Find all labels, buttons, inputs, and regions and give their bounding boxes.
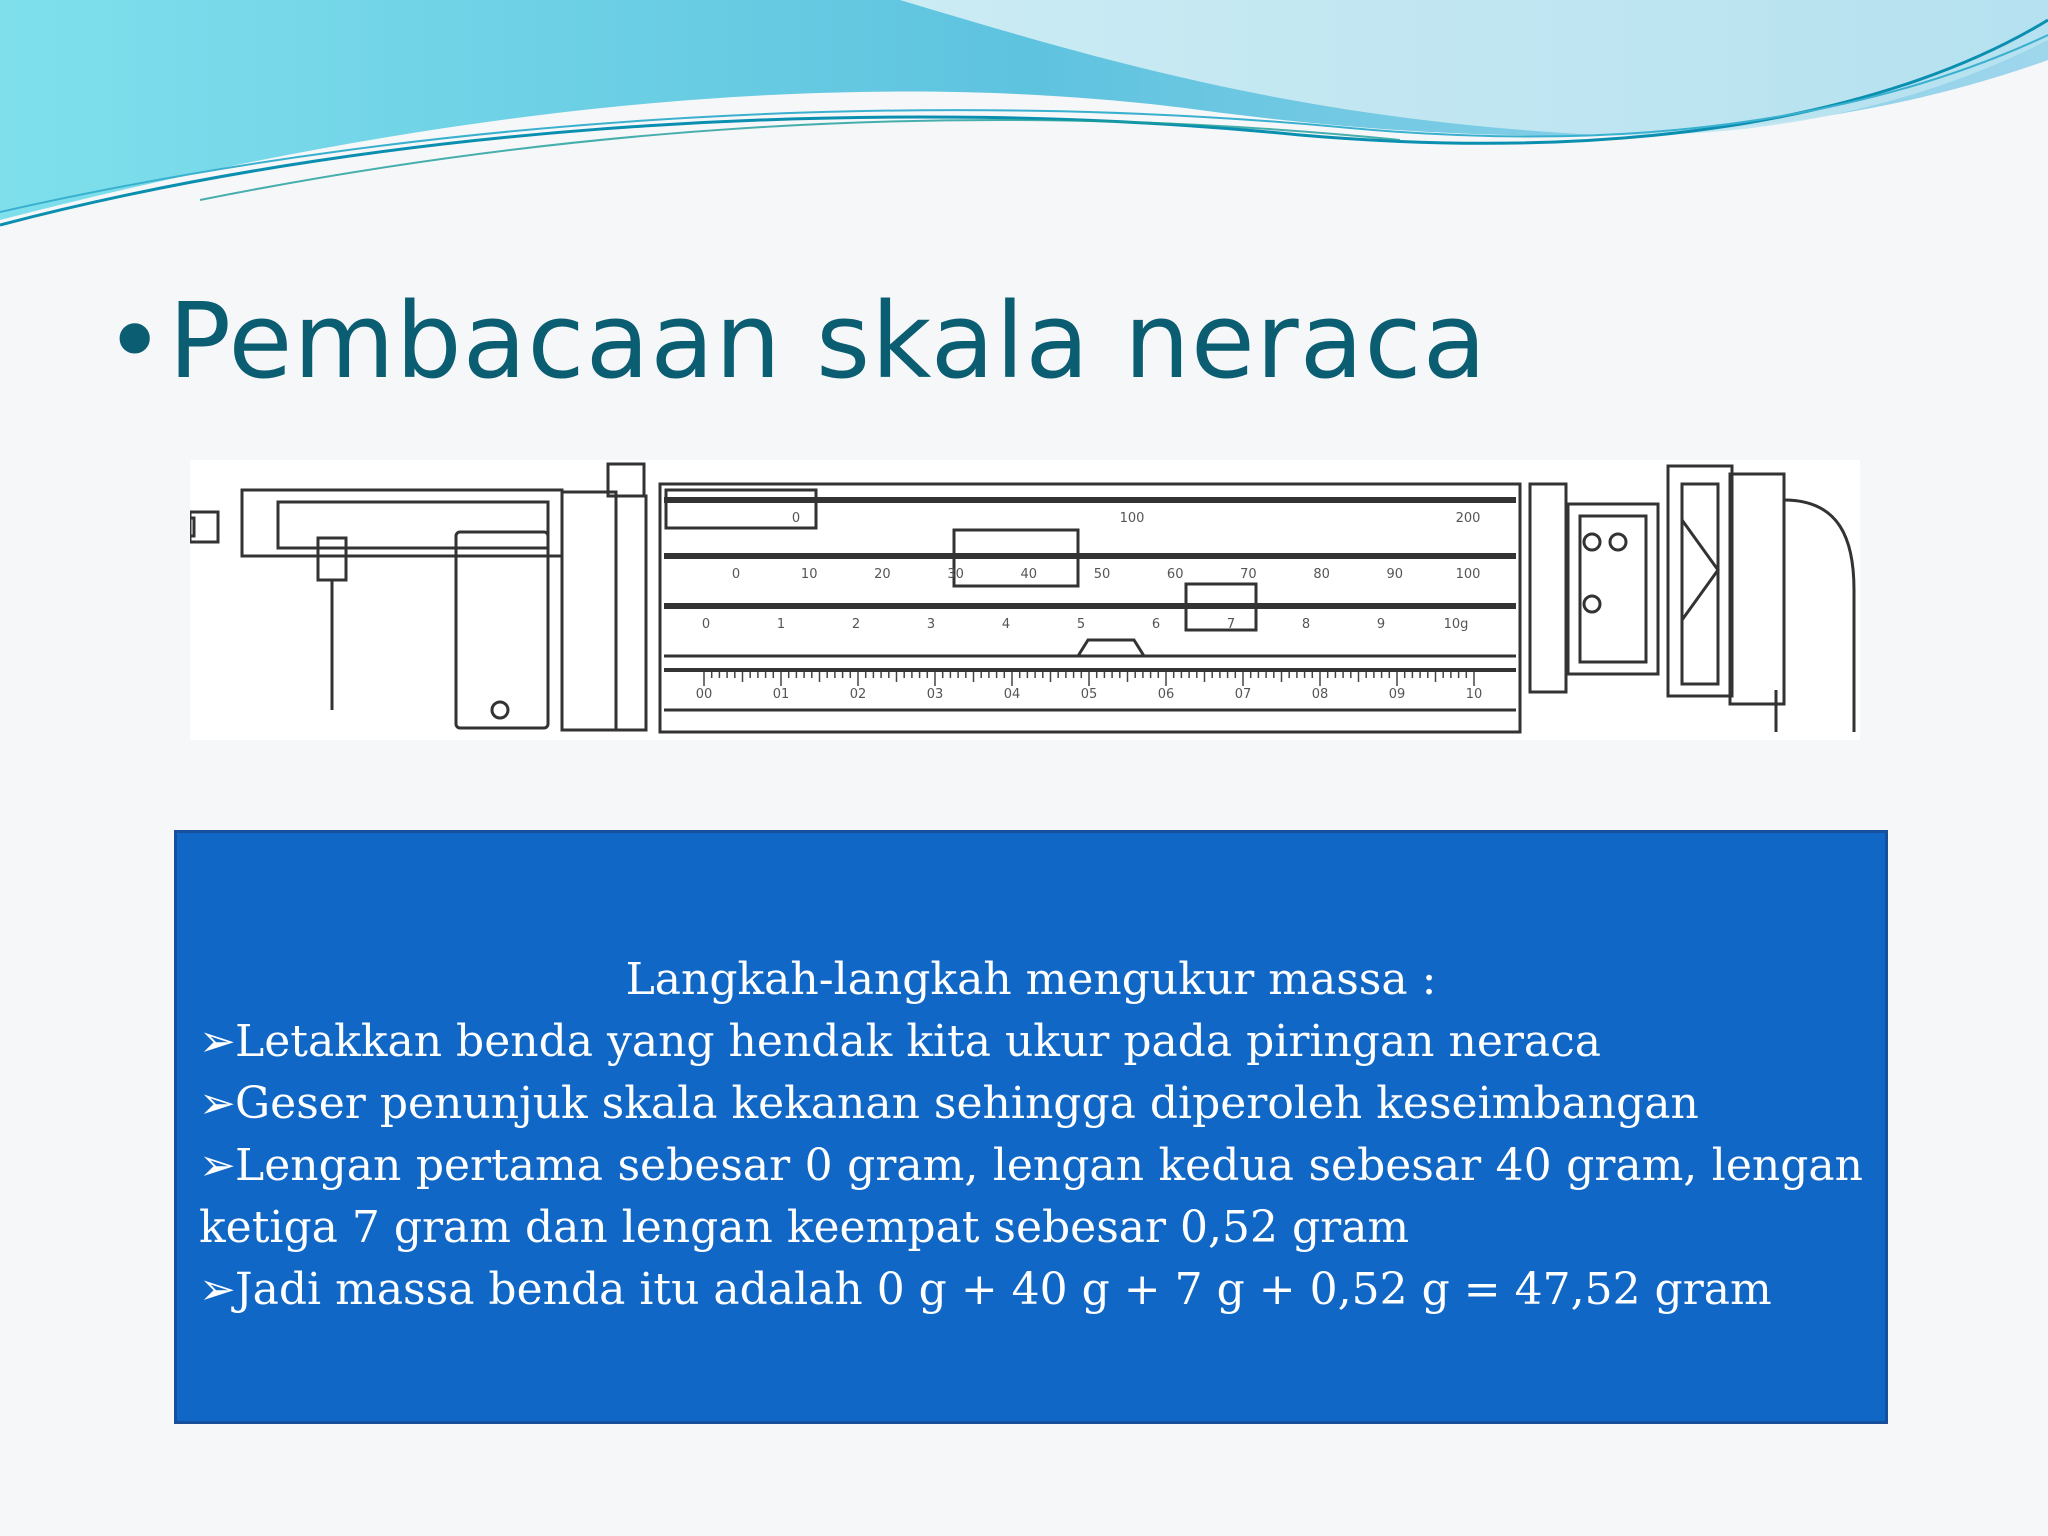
right-housing-cross: [1682, 520, 1718, 620]
scale-ticks: [704, 672, 1474, 686]
counterweight-screw: [492, 702, 508, 718]
step-item: [199, 1135, 1863, 1259]
beam3-label: 3: [926, 617, 936, 632]
beam3-label: 2: [851, 617, 861, 632]
right-box-inner: [1580, 516, 1646, 662]
beam1-label: 200: [1455, 511, 1481, 526]
balance-scale-figure: [190, 460, 1860, 740]
pivot-post: [616, 496, 646, 730]
beam3-labels: [702, 617, 1469, 632]
beam2-label: 70: [1240, 567, 1257, 582]
step-text: Lengan pertama sebesar 0 gram, lengan kedua sebesar 40 gram, lengan ketiga 7 gram dan lengan keempat sebesar 0,52 gram: [199, 1140, 1863, 1253]
step-item: [199, 1073, 1863, 1135]
pointer-housing: [242, 490, 562, 556]
title-bullet: •: [104, 280, 167, 402]
step-item: [199, 1011, 1863, 1073]
beam1-labels: [792, 511, 1481, 526]
beam2-label: 50: [1093, 567, 1111, 582]
step-text: Jadi massa benda itu adalah 0 g + 40 g + 7 g + 0,52 g = 47,52 gram: [235, 1264, 1772, 1315]
steps-heading: Langkah-langkah mengukur massa :: [625, 954, 1437, 1005]
scale-label: 09: [1388, 687, 1406, 702]
beam3-label: 6: [1151, 617, 1161, 632]
title-text: Pembacaan skala neraca: [168, 280, 1488, 402]
step-item: [199, 1259, 1863, 1321]
scale-labels: [696, 687, 1483, 702]
beam2-label: 30: [947, 567, 964, 582]
scale-label: 10: [1465, 687, 1483, 702]
scale-label: 06: [1157, 687, 1175, 702]
right-mount: [1730, 474, 1784, 704]
beam2-label: 90: [1386, 567, 1404, 582]
beam2-label: 10: [800, 567, 818, 582]
beam3-label: 10g: [1443, 617, 1469, 632]
scale-pointer: [1078, 640, 1144, 656]
counterweight-block: [456, 532, 548, 728]
pointer-clamp: [318, 538, 346, 580]
arrow-bullet-icon: ➢: [199, 1016, 236, 1067]
scale-label: 04: [1003, 687, 1021, 702]
scale-label: 08: [1311, 687, 1329, 702]
step-text: Geser penunjuk skala kekanan sehingga diperoleh keseimbangan: [235, 1078, 1699, 1129]
pivot-column: [562, 492, 616, 730]
beam3-label: 4: [1001, 617, 1011, 632]
step-text: Letakkan benda yang hendak kita ukur pada piringan neraca: [235, 1016, 1602, 1067]
steps-content: [199, 949, 1863, 1321]
right-arm: [1784, 500, 1854, 732]
arrow-bullet-icon: ➢: [199, 1264, 236, 1315]
beam2-label: 20: [874, 567, 891, 582]
slide-title: [104, 276, 1487, 406]
beam2-label: 0: [731, 567, 741, 582]
scale-label: 01: [772, 687, 790, 702]
scale-label: 02: [849, 687, 867, 702]
beam1-label: 100: [1119, 511, 1145, 526]
right-housing-inner: [1682, 484, 1718, 684]
arrow-bullet-icon: ➢: [199, 1078, 236, 1129]
arrow-bullet-icon: ➢: [199, 1140, 236, 1191]
beam2-label: 60: [1166, 567, 1184, 582]
beam3-label: 5: [1076, 617, 1086, 632]
beam3-label: 8: [1301, 617, 1311, 632]
scale-label: 03: [926, 687, 944, 702]
right-hole-1: [1584, 534, 1600, 550]
beam3-label: 7: [1226, 617, 1236, 632]
right-hole-2: [1610, 534, 1626, 550]
scale-label: 00: [695, 687, 713, 702]
beam2-label: 100: [1455, 567, 1481, 582]
right-housing: [1668, 466, 1732, 696]
scale-label: 05: [1080, 687, 1098, 702]
right-hole-3: [1584, 596, 1600, 612]
beam3-label: 1: [776, 617, 786, 632]
right-bracket: [1530, 484, 1566, 692]
beam2-label: 40: [1020, 567, 1038, 582]
scale-label: 07: [1234, 687, 1252, 702]
top-wave-decoration: [0, 0, 2048, 240]
steps-box: [174, 830, 1888, 1424]
beam1-label: 0: [791, 511, 801, 526]
beam3-label: 0: [701, 617, 711, 632]
beam2-labels: [732, 567, 1481, 582]
beam3-label: 9: [1376, 617, 1386, 632]
balance-scale-diagram: [190, 460, 1860, 740]
beam2-label: 80: [1313, 567, 1330, 582]
